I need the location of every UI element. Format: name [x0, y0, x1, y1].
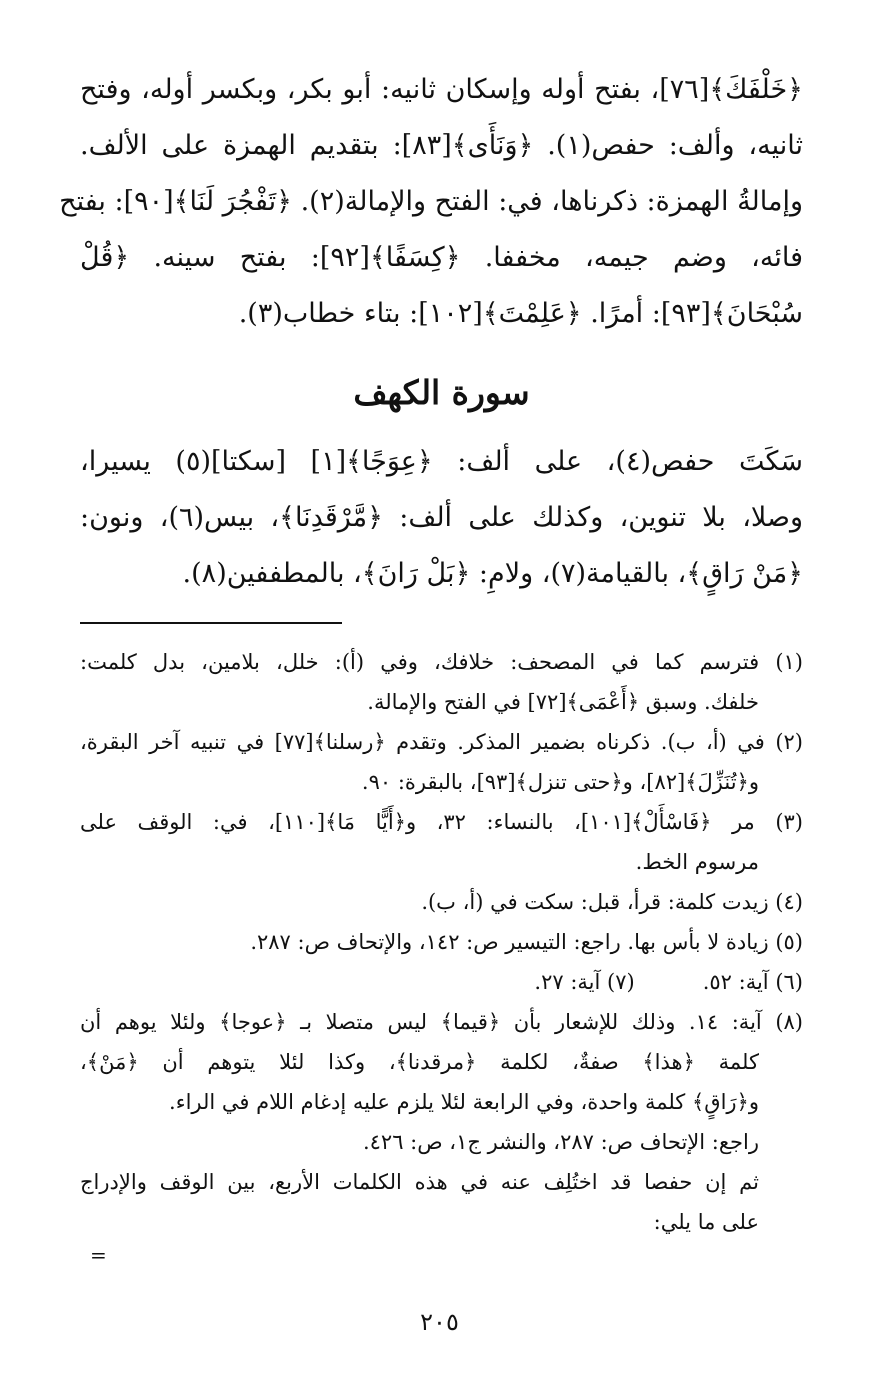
footnote-line: (٢) في (أ، ب). ذكرناه بضمير المذكر. وتقدم ﴿رسلنا﴾[٧٧] في تنبيه آخر البقرة، — [80, 730, 803, 754]
footnote-line: (٤) زيدت كلمة: قرأ، قبل: سكت في (أ، ب). — [421, 890, 803, 914]
text-line: سَكَتَ حفص(٤)، على ألف: ﴿عِوَجًا﴾[١] [سكتا](٥) يسيرا، — [80, 446, 804, 477]
footnotes — [80, 642, 803, 1242]
surah-text — [80, 434, 803, 602]
footnote-pair — [80, 962, 803, 1002]
footnote-line: (٣) مر ﴿فَاسْأَلْ﴾[١٠١]، بالنساء: ٣٢، و﴿أَيًّا مَا﴾[١١٠]، في: الوقف على — [80, 810, 803, 834]
footnote-6: (٦) آية: ٥٢. — [702, 970, 803, 994]
text-line: وصلا، بلا تنوين، وكذلك على ألف: ﴿مَّرْقَدِنَا﴾، بيس(٦)، ونون: — [80, 502, 803, 533]
footnote-line: خلفك. وسبق ﴿أَعْمَى﴾[٧٢] في الفتح والإمالة. — [367, 690, 759, 714]
footnote-line: مرسوم الخط. — [635, 850, 759, 874]
footnote-line: كلمة ﴿هذا﴾ صفةٌ، لكلمة ﴿مرقدنا﴾، وكذا لئلا يتوهم أن ﴿مَنْ﴾، — [80, 1050, 759, 1074]
footnote-line: و﴿تُنَزِّلَ﴾[٨٢]، و﴿حتى تنزل﴾[٩٣]، بالبقرة: ٩٠. — [361, 770, 759, 794]
continuation-mark: = — [90, 1243, 107, 1267]
footnote-line: (١) فترسم كما في المصحف: خلافك، وفي (أ): خلل، بلامين، بدل كلمت: — [80, 650, 803, 674]
footnote-7: (٧) آية: ٢٧. — [534, 970, 635, 994]
text-line: ﴿مَنْ رَاقٍ﴾، بالقيامة(٧)، ولامِ: ﴿بَلْ رَانَ﴾، بالمطففين(٨). — [182, 558, 803, 589]
footnote-line: و﴿رَاقٍ﴾ كلمة واحدة، وفي الرابعة لئلا يلزم عليه إدغام اللام في الراء. — [169, 1090, 759, 1114]
footnote-line: راجع: الإتحاف ص: ٢٨٧، والنشر ج١، ص: ٤٢٦. — [362, 1130, 759, 1154]
text-line: وإمالةُ الهمزة: ذكرناها، في: الفتح والإمالة(٢). ﴿تَفْجُرَ لَنَا﴾[٩٠]: بفتح — [59, 186, 803, 217]
page-number: ٢٠٥ — [420, 1308, 459, 1336]
footnote-line: (٨) آية: ١٤. وذلك للإشعار بأن ﴿قيما﴾ ليس متصلا بـ ﴿عوجا﴾ ولئلا يوهم أن — [80, 1010, 803, 1034]
footnote-line: على ما يلي: — [653, 1210, 759, 1234]
text-line: فائه، وضم جيمه، مخففا. ﴿كِسَفًا﴾[٩٢]: بفتح سينه. ﴿قُلْ — [80, 242, 803, 273]
main-text — [59, 62, 804, 342]
text-line: ثانيه، وألف: حفص(١). ﴿وَنَأَى﴾[٨٣]: بتقديم الهمزة على الألف. — [80, 130, 804, 161]
footnote-line: (٥) زيادة لا بأس بها. راجع: التيسير ص: ١٤٢، والإتحاف ص: ٢٨٧. — [250, 930, 803, 954]
text-line: سُبْحَانَ﴾[٩٣]: أمرًا. ﴿عَلِمْتَ﴾[١٠٢]: بتاء خطاب(٣). — [238, 298, 803, 329]
text-line: ﴿خَلْفَكَ﴾[٧٦]، بفتح أوله وإسكان ثانيه: أبو بكر، وبكسر أوله، وفتح — [80, 74, 803, 105]
surah-title: سورة الكهف — [353, 373, 530, 412]
footnote-separator — [80, 622, 342, 624]
footnote-line: ثم إن حفصا قد اختُلِف عنه في هذه الكلمات الأربع، بين الوقف والإدراج — [80, 1170, 759, 1194]
